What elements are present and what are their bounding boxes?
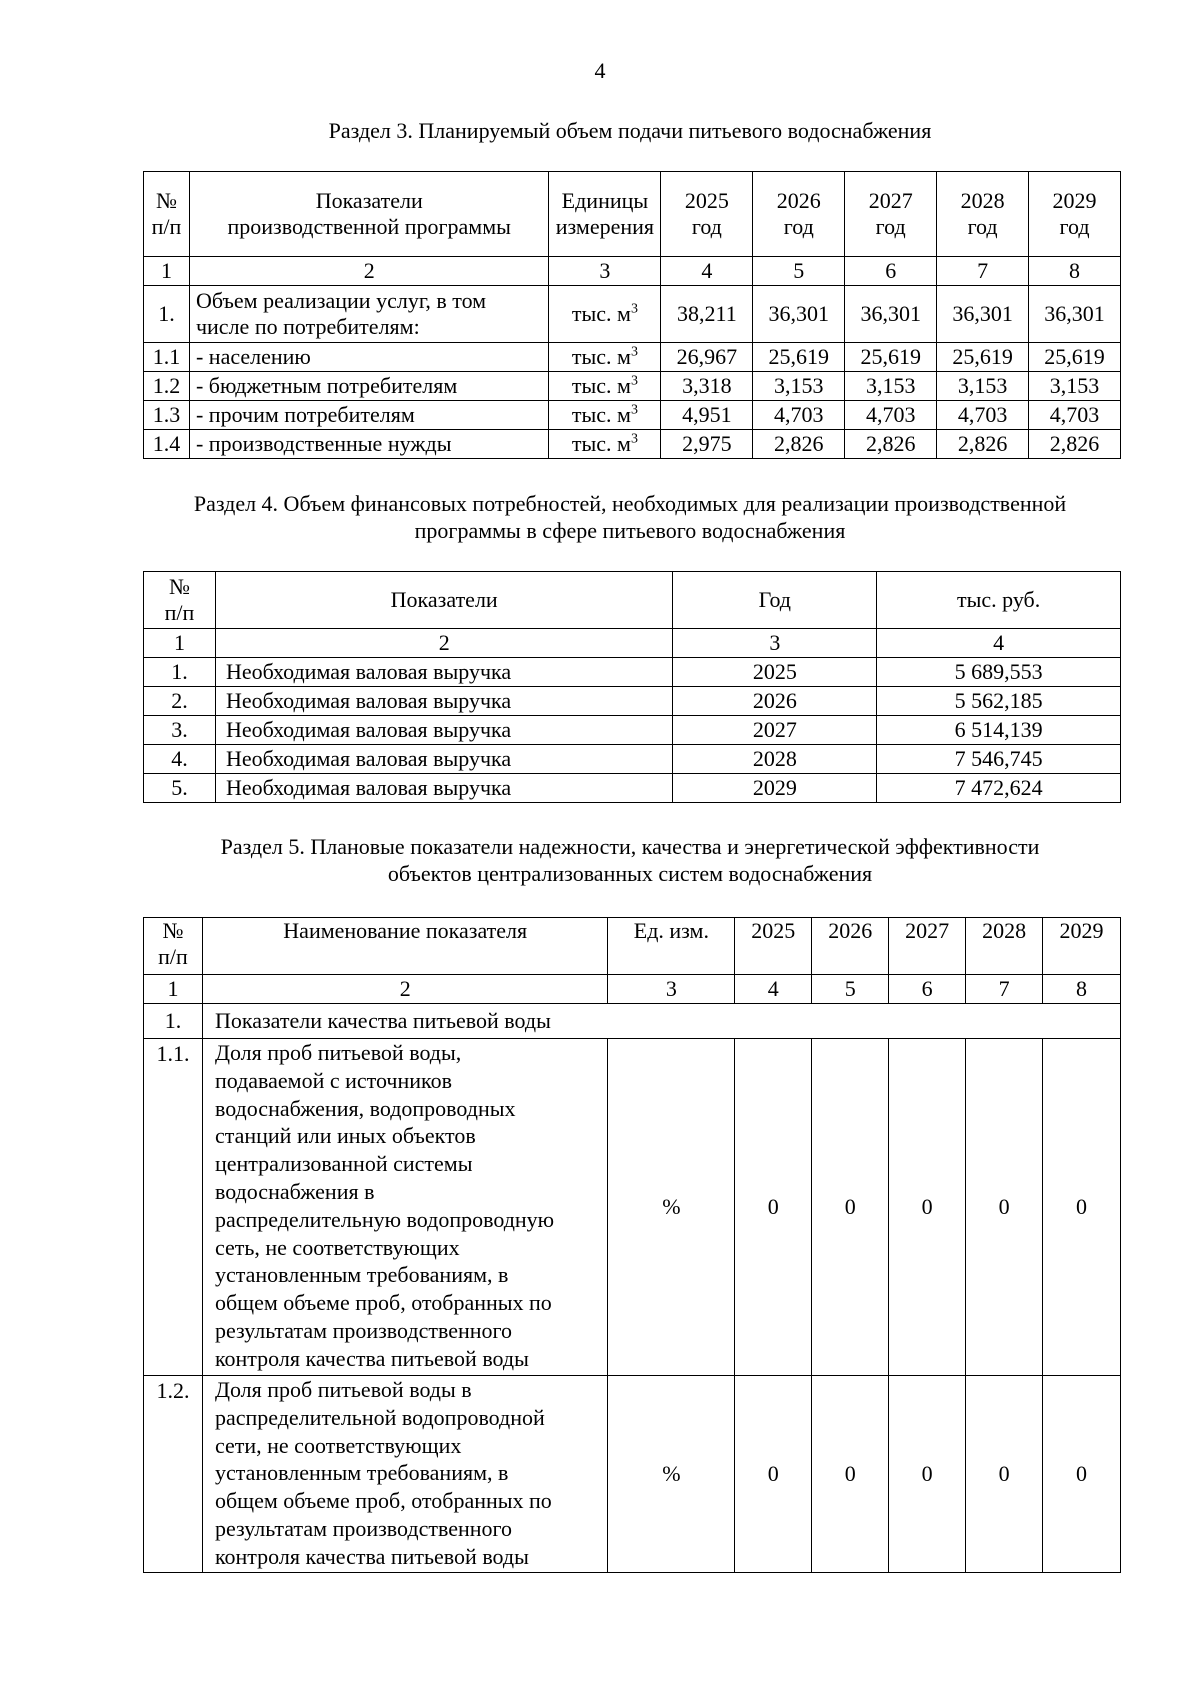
row-num: 1.3 <box>144 401 190 430</box>
header-name: Наименование показателя <box>202 918 608 975</box>
table-header-row <box>144 172 1121 257</box>
col-number: 6 <box>889 975 966 1004</box>
table-row <box>144 372 1121 401</box>
header-indicator: Показатели <box>215 572 673 629</box>
col-number: 2 <box>202 975 608 1004</box>
row-name: Необходимая валовая выручка <box>215 745 673 774</box>
row-amount: 5 689,553 <box>877 658 1121 687</box>
row-num: 1.4 <box>144 430 190 459</box>
column-number-row <box>144 629 1121 658</box>
header-year: 2029 <box>1043 918 1121 975</box>
group-row <box>144 1004 1121 1039</box>
table-row <box>144 745 1121 774</box>
row-value: 26,967 <box>661 343 753 372</box>
row-year: 2028 <box>673 745 877 774</box>
page-number: 4 <box>594 58 606 83</box>
row-amount: 7 472,624 <box>877 774 1121 803</box>
row-value: 0 <box>889 1039 966 1376</box>
row-value: 4,703 <box>753 401 845 430</box>
row-value: 0 <box>1043 1376 1121 1573</box>
row-value: 0 <box>889 1376 966 1573</box>
row-num: 1.2. <box>144 1376 203 1573</box>
row-amount: 7 546,745 <box>877 745 1121 774</box>
row-num: 2. <box>144 687 216 716</box>
row-name: - бюджетным потребителям <box>189 372 548 401</box>
row-value: 25,619 <box>1029 343 1121 372</box>
column-number-row <box>144 257 1121 286</box>
header-year: 2028 <box>966 918 1043 975</box>
row-value: 2,826 <box>845 430 937 459</box>
row-value: 4,703 <box>1029 401 1121 430</box>
header-num: № п/п <box>144 172 190 257</box>
row-unit: тыс. $м^3$ <box>549 286 661 343</box>
col-number: 3 <box>608 975 735 1004</box>
row-num: 4. <box>144 745 216 774</box>
col-number: 8 <box>1029 257 1121 286</box>
table-header-row <box>144 918 1121 975</box>
table-row <box>144 1376 1121 1573</box>
header-year: 2029 год <box>1029 172 1121 257</box>
col-number: 1 <box>144 257 190 286</box>
col-number: 7 <box>937 257 1029 286</box>
section3-title: Раздел 3. Планируемый объем подачи питьевого водоснабжения <box>328 118 932 143</box>
row-value: 0 <box>735 1376 812 1573</box>
row-num: 5. <box>144 774 216 803</box>
row-name: Необходимая валовая выручка <box>215 687 673 716</box>
col-number: 5 <box>812 975 889 1004</box>
col-number: 3 <box>549 257 661 286</box>
row-value: 38,211 <box>661 286 753 343</box>
col-number: 2 <box>215 629 673 658</box>
row-year: 2025 <box>673 658 877 687</box>
row-value: 25,619 <box>845 343 937 372</box>
row-unit: тыс. $м^3$ <box>549 372 661 401</box>
row-name: - прочим потребителям <box>189 401 548 430</box>
table-row <box>144 687 1121 716</box>
col-number: 8 <box>1043 975 1121 1004</box>
row-unit: тыс. $м^3$ <box>549 401 661 430</box>
row-name: - населению <box>189 343 548 372</box>
table-row <box>144 1039 1121 1376</box>
row-name: Доля проб питьевой воды, подаваемой с источников водоснабжения, водопроводных станций или иных объектов централизованной системы водоснабжения в распределительную водопроводную сеть, не соответствующих установленным требованиям, в общем объеме проб, отобранных по результатам производственного контроля качества питьевой воды <box>202 1039 608 1376</box>
col-number: 4 <box>877 629 1121 658</box>
section5-title: Раздел 5. Плановые показатели надежности, качества и энергетической эффективности объектов централизованных систем водоснабжения <box>220 834 1040 886</box>
row-name: - производственные нужды <box>189 430 548 459</box>
col-number: 2 <box>189 257 548 286</box>
header-year: 2025 год <box>661 172 753 257</box>
row-value: 2,826 <box>937 430 1029 459</box>
table-row <box>144 774 1121 803</box>
row-name: Необходимая валовая выручка <box>215 658 673 687</box>
row-value: 36,301 <box>845 286 937 343</box>
header-year: 2025 <box>735 918 812 975</box>
header-year: 2026 <box>812 918 889 975</box>
table-row <box>144 343 1121 372</box>
row-num: 1. <box>144 658 216 687</box>
row-value: 0 <box>966 1376 1043 1573</box>
header-year: 2026 год <box>753 172 845 257</box>
row-year: 2027 <box>673 716 877 745</box>
row-amount: 5 562,185 <box>877 687 1121 716</box>
row-value: 36,301 <box>753 286 845 343</box>
table-row <box>144 430 1121 459</box>
col-number: 6 <box>845 257 937 286</box>
row-value: 3,153 <box>845 372 937 401</box>
row-num: 1.2 <box>144 372 190 401</box>
row-unit: % <box>608 1039 735 1376</box>
section4-title: Раздел 4. Объем финансовых потребностей, необходимых для реализации производственной программы в сфере питьевого водоснабжения <box>193 491 1067 543</box>
header-num: № п/п <box>144 918 203 975</box>
row-value: 2,975 <box>661 430 753 459</box>
row-year: 2029 <box>673 774 877 803</box>
group-num: 1. <box>144 1004 203 1039</box>
row-value: 2,826 <box>1029 430 1121 459</box>
row-value: 0 <box>812 1039 889 1376</box>
col-number: 5 <box>753 257 845 286</box>
header-amount: тыс. руб. <box>877 572 1121 629</box>
header-year: Год <box>673 572 877 629</box>
header-unit: Единицы измерения <box>549 172 661 257</box>
row-unit: тыс. $м^3$ <box>549 430 661 459</box>
column-number-row <box>144 975 1121 1004</box>
row-value: 0 <box>812 1376 889 1573</box>
row-unit: тыс. $м^3$ <box>549 343 661 372</box>
row-value: 0 <box>1043 1039 1121 1376</box>
col-number: 4 <box>735 975 812 1004</box>
row-value: 4,703 <box>937 401 1029 430</box>
table-row <box>144 716 1121 745</box>
table-row <box>144 401 1121 430</box>
table-row <box>144 658 1121 687</box>
col-number: 1 <box>144 975 203 1004</box>
row-value: 0 <box>735 1039 812 1376</box>
row-name: Необходимая валовая выручка <box>215 716 673 745</box>
group-name: Показатели качества питьевой воды <box>202 1004 1120 1039</box>
col-number: 1 <box>144 629 216 658</box>
row-name: Необходимая валовая выручка <box>215 774 673 803</box>
row-name: Объем реализации услуг, в том числе по потребителям: <box>189 286 548 343</box>
row-num: 1.1. <box>144 1039 203 1376</box>
row-value: 36,301 <box>1029 286 1121 343</box>
row-value: 36,301 <box>937 286 1029 343</box>
row-unit: % <box>608 1376 735 1573</box>
row-value: 25,619 <box>753 343 845 372</box>
section3-table <box>143 171 1121 459</box>
row-value: 3,153 <box>937 372 1029 401</box>
row-value: 4,703 <box>845 401 937 430</box>
header-year: 2028 год <box>937 172 1029 257</box>
row-num: 1. <box>144 286 190 343</box>
row-num: 1.1 <box>144 343 190 372</box>
row-num: 3. <box>144 716 216 745</box>
header-unit: Ед. изм. <box>608 918 735 975</box>
col-number: 4 <box>661 257 753 286</box>
table-header-row <box>144 572 1121 629</box>
header-num: № п/п <box>144 572 216 629</box>
row-value: 4,951 <box>661 401 753 430</box>
row-value: 25,619 <box>937 343 1029 372</box>
row-value: 3,153 <box>753 372 845 401</box>
section5-table <box>143 917 1121 1573</box>
header-year: 2027 <box>889 918 966 975</box>
table-row <box>144 286 1121 343</box>
row-value: 0 <box>966 1039 1043 1376</box>
row-amount: 6 514,139 <box>877 716 1121 745</box>
row-value: 3,153 <box>1029 372 1121 401</box>
row-name: Доля проб питьевой воды в распределительной водопроводной сети, не соответствующих установленным требованиям, в общем объеме проб, отобранных по результатам производственного контроля качества питьевой воды <box>202 1376 608 1573</box>
row-year: 2026 <box>673 687 877 716</box>
section4-table <box>143 571 1121 803</box>
row-value: 2,826 <box>753 430 845 459</box>
header-year: 2027 год <box>845 172 937 257</box>
col-number: 3 <box>673 629 877 658</box>
col-number: 7 <box>966 975 1043 1004</box>
header-indicator: Показатели производственной программы <box>189 172 548 257</box>
row-value: 3,318 <box>661 372 753 401</box>
